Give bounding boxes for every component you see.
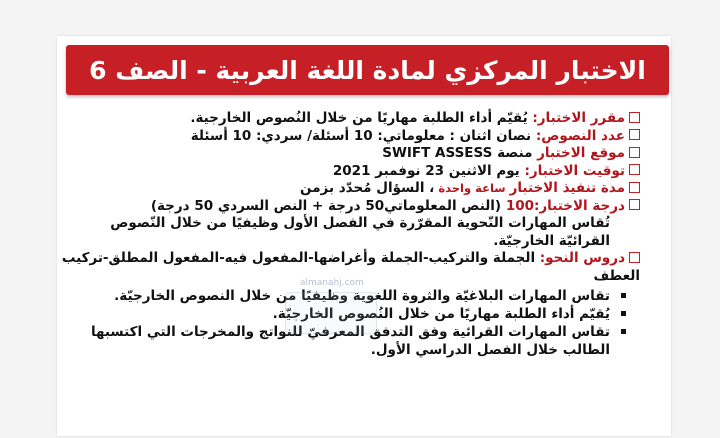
bullet-item: تقاس المهارات القرائية وفق التدفق المعرفيّ للنواتج والمخرجات التي اكتسبها الطالب خلال الفصل الدراسي الأول. [60, 323, 640, 359]
row-value: نصان اثنان : معلوماتي: 10 أسئلة/ سردي: 10 أسئلة [190, 127, 536, 144]
row-key: توقيت الاختبار: [524, 162, 625, 179]
duration-accent: ساعة واحدة [434, 181, 510, 195]
row-key: مقرر الاختبار: [532, 110, 625, 126]
checkbox-icon [629, 182, 640, 193]
bullet-item: تقاس المهارات البلاغيّة والثروة اللغوية وظيفيًا من خلال النصوص الخارجيّة. [60, 287, 640, 305]
bullet-item: يُقيّم أداء الطلبة مهاريًا من خلال النُصوص الخارجيّة. [60, 305, 640, 323]
row-key: درجة الاختبار:100 [505, 197, 625, 214]
watermark-logo [285, 292, 377, 334]
row-value: منصة SWIFT ASSESS [382, 145, 538, 161]
row-value: يُقيّم أداء الطلبة مهاريًا من خلال النُصوص الخارجية. [190, 110, 533, 126]
row-key: موقع الاختبار [537, 145, 625, 161]
checkbox-icon [629, 252, 640, 263]
title-banner [66, 45, 669, 95]
row-value: (النص المعلوماتي50 درجة + النص السردي 50 درجة) [150, 197, 506, 214]
checkbox-icon [629, 112, 640, 123]
row-value: يوم الاثنين 23 نوفمبر 2021 [332, 162, 525, 179]
row-skills: تُقاس المهارات النّحوية المقرّرة في الفصل الأول وظيفيًا من خلال النّصوص القرائيّة الخارجيّة. [110, 215, 610, 249]
watermark-text: almanahj.com [300, 278, 364, 288]
row-grade [60, 198, 640, 216]
page-title: الاختبار المركزي لمادة اللغة العربية - الصف 6 [89, 55, 646, 85]
row-duration [60, 180, 640, 198]
checkbox-icon [629, 199, 640, 210]
row-key: مدة تنفيذ الاختبار [509, 180, 625, 196]
row-key: عدد النصوص: [535, 127, 625, 144]
row-value: الجملة والتركيب-الجملة وأغراضها-المفعول فيه-المفعول المطلق-تركيب العطف [61, 250, 640, 284]
row-key: دروس النحو: [539, 250, 625, 266]
row-course [60, 110, 640, 128]
checkbox-icon [629, 129, 640, 140]
checkbox-icon [629, 164, 640, 175]
row-location [60, 145, 640, 163]
row-timing [60, 163, 640, 181]
row-value: ، السؤال مُحدّد بزمن [300, 180, 435, 196]
row-texts [60, 128, 640, 146]
checkbox-icon [629, 147, 640, 158]
